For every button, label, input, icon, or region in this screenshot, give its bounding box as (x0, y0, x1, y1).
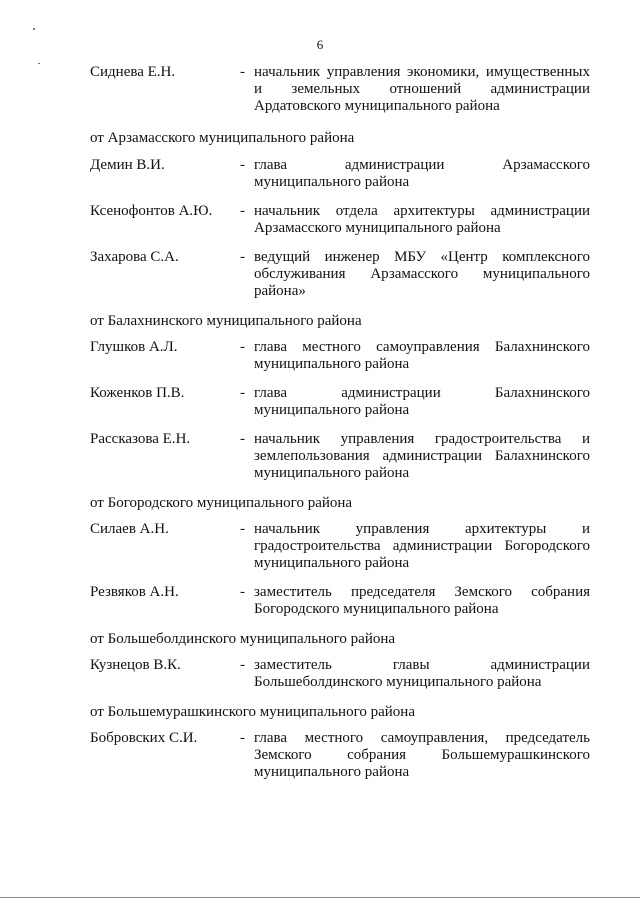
section-heading: от Богородского муниципального района (90, 495, 353, 511)
person-name: Сиднева Е.Н. (90, 64, 176, 80)
margin-mark (33, 28, 35, 30)
person-role: глава местного самоуправления Балахнинского муниципального района (254, 339, 590, 372)
entry-dash: - (240, 431, 245, 447)
person-role: глава местного самоуправления, председатель Земского собрания Большемурашкинского муниципального района (254, 730, 590, 780)
document-body (90, 64, 590, 781)
person-entry (90, 339, 590, 373)
entry-dash: - (240, 339, 245, 355)
person-role: заместитель председателя Земского собрания Богородского муниципального района (254, 584, 590, 617)
person-name: Ксенофонтов А.Ю. (90, 203, 213, 219)
person-entry (90, 385, 590, 419)
person-name: Коженков П.В. (90, 385, 185, 401)
person-role: начальник управления экономики, имущественных и земельных отношений администрации Ардатовского муниципального района (254, 64, 590, 114)
person-entry (90, 157, 590, 191)
person-name: Захарова С.А. (90, 249, 179, 265)
entry-dash: - (240, 584, 245, 600)
person-entry (90, 64, 590, 115)
person-entry (90, 657, 590, 691)
person-name: Силаев А.Н. (90, 521, 169, 537)
margin-mark (38, 63, 40, 64)
section-heading: от Арзамасского муниципального района (90, 130, 355, 146)
person-name: Кузнецов В.К. (90, 657, 181, 673)
person-role: глава администрации Арзамасского муниципального района (254, 157, 590, 190)
person-entry (90, 584, 590, 618)
entry-dash: - (240, 64, 245, 80)
entry-dash: - (240, 203, 245, 219)
entry-dash: - (240, 657, 245, 673)
person-role: заместитель главы администрации Большеболдинского муниципального района (254, 657, 590, 690)
person-name: Глушков А.Л. (90, 339, 178, 355)
section-heading: от Балахнинского муниципального района (90, 313, 362, 329)
person-role: ведущий инженер МБУ «Центр комплексного обслуживания Арзамасского муниципального района» (254, 249, 590, 299)
person-name: Рассказова Е.Н. (90, 431, 191, 447)
person-entry (90, 431, 590, 482)
person-entry (90, 730, 590, 781)
person-entry (90, 203, 590, 237)
section-heading: от Большеболдинского муниципального района (90, 631, 396, 647)
entry-dash: - (240, 157, 245, 173)
person-entry (90, 521, 590, 572)
person-role: начальник управления градостроительства и землепользования администрации Балахнинского муниципального района (254, 431, 590, 481)
section-heading: от Большемурашкинского муниципального района (90, 704, 415, 720)
person-entry (90, 249, 590, 300)
entry-dash: - (240, 385, 245, 401)
page-number: 6 (316, 37, 324, 52)
person-name: Демин В.И. (90, 157, 165, 173)
person-role: начальник отдела архитектуры администрации Арзамасского муниципального района (254, 203, 590, 236)
entry-dash: - (240, 521, 245, 537)
entry-dash: - (240, 249, 245, 265)
entry-dash: - (240, 730, 245, 746)
person-name: Резвяков А.Н. (90, 584, 179, 600)
person-name: Бобровских С.И. (90, 730, 198, 746)
scan-edge-line (0, 897, 640, 898)
person-role: начальник управления архитектуры и градостроительства администрации Богородского муниципального района (254, 521, 590, 571)
person-role: глава администрации Балахнинского муниципального района (254, 385, 590, 418)
